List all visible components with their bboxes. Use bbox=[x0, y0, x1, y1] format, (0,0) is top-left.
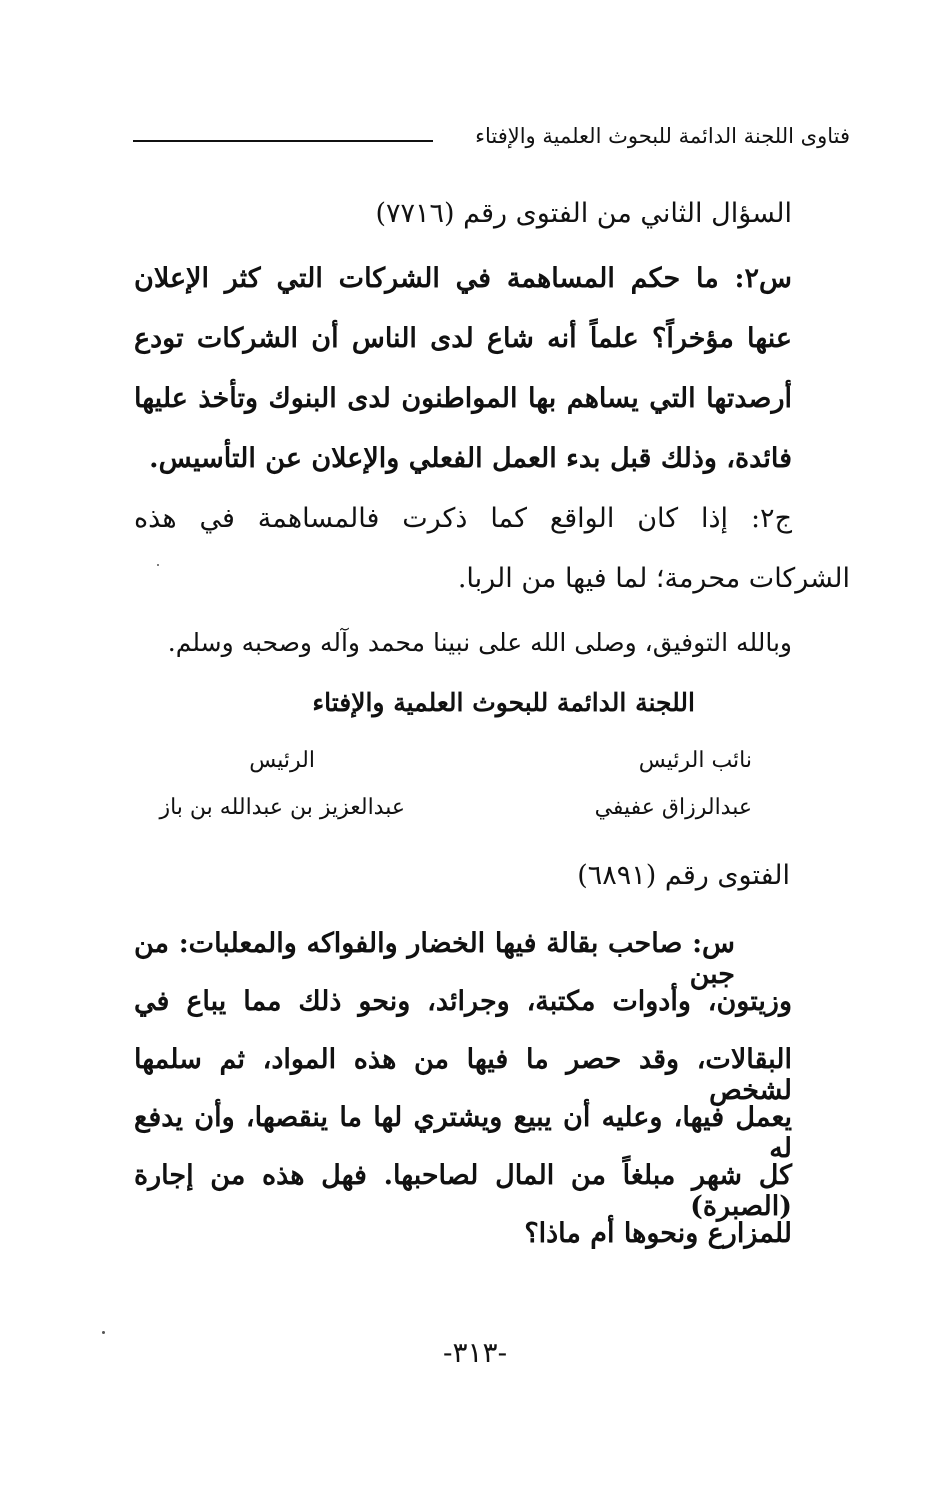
fatwa-7716-heading: السؤال الثاني من الفتوى رقم (٧٧١٦) bbox=[375, 198, 792, 229]
chairman-name: عبدالعزيز بن عبدالله بن باز bbox=[159, 795, 405, 820]
header-rule bbox=[133, 140, 433, 142]
question-line: وزيتون، وأدوات مكتبة، وجرائد، ونحو ذلك مما يباع في bbox=[134, 986, 792, 1017]
answer-line: الشركات محرمة؛ لما فيها من الربا. bbox=[457, 563, 850, 594]
question-line: كل شهر مبلغاً من المال لصاحبها. فهل هذه من إجارة (الصبرة) bbox=[134, 1160, 792, 1222]
committee-name: اللجنة الدائمة للبحوث العلمية والإفتاء bbox=[312, 688, 695, 717]
fatwa-6891-heading: الفتوى رقم (٦٨٩١) bbox=[577, 860, 790, 891]
question-line: للمزارع ونحوها أم ماذا؟ bbox=[524, 1218, 792, 1249]
question-line: فائدة، وذلك قبل بدء العمل الفعلي والإعلان عن التأسيس. bbox=[149, 443, 792, 474]
vice-chairman-label: نائب الرئيس bbox=[638, 748, 752, 773]
question-line: أرصدتها التي يساهم بها المواطنون لدى البنوك وتأخذ عليها bbox=[134, 383, 792, 414]
question-line: س٢: ما حكم المساهمة في الشركات التي كثر الإعلان bbox=[134, 263, 792, 294]
scan-speck bbox=[102, 1331, 105, 1334]
scan-speck bbox=[157, 564, 159, 566]
vice-chairman-name: عبدالرزاق عفيفي bbox=[594, 795, 752, 820]
question-line: عنها مؤخراً؟ علماً أنه شاع لدى الناس أن الشركات تودع bbox=[134, 323, 792, 354]
closing-line: وبالله التوفيق، وصلى الله على نبينا محمد وآله وصحبه وسلم. bbox=[167, 628, 792, 657]
running-header bbox=[125, 120, 850, 160]
chairman-label: الرئيس bbox=[249, 748, 315, 773]
page-number: -٣١٣- bbox=[442, 1336, 508, 1369]
question-line: يعمل فيها، وعليه أن يبيع ويشتري لها ما ينقصها، وأن يدفع له bbox=[134, 1102, 792, 1164]
question-line: البقالات، وقد حصر ما فيها من هذه المواد، ثم سلمها لشخص bbox=[134, 1044, 792, 1106]
question-line: س: صاحب بقالة فيها الخضار والفواكه والمعلبات: من جبن bbox=[134, 928, 735, 990]
answer-line: ج٢: إذا كان الواقع كما ذكرت فالمساهمة في هذه bbox=[134, 503, 792, 534]
header-title: فتاوى اللجنة الدائمة للبحوث العلمية والإفتاء bbox=[475, 124, 850, 148]
